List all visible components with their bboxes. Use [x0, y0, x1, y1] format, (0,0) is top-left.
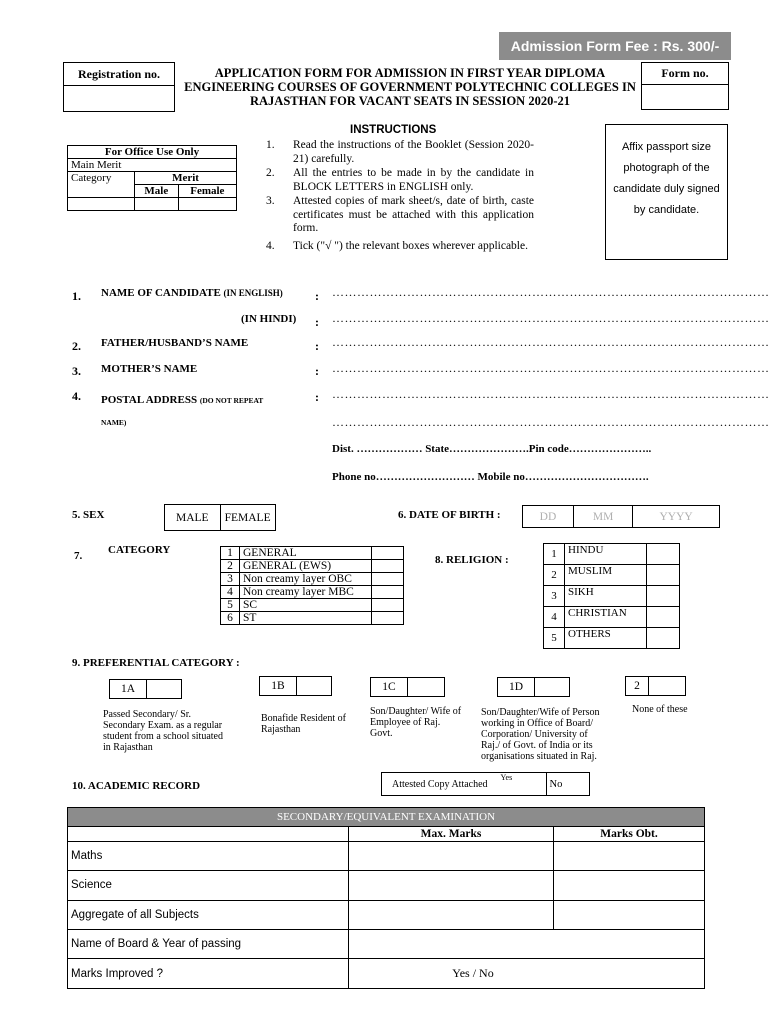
instruction-text: Tick ("√ ") the relevant boxes wherever applicable.: [293, 239, 528, 252]
female-label: Female: [178, 185, 236, 198]
subject-science: Science: [68, 871, 349, 900]
office-cell-category: [68, 198, 135, 211]
pref-2-box[interactable]: [625, 676, 686, 696]
instruction-item: [266, 167, 534, 194]
instructions-heading: INSTRUCTIONS: [350, 124, 437, 136]
pref-1b-code: 1B: [260, 677, 297, 696]
religion-row-label: CHRISTIAN: [565, 607, 647, 628]
field1-label: [101, 287, 283, 299]
marks-obt-header: Marks Obt.: [554, 827, 705, 841]
category-row[interactable]: [221, 547, 404, 560]
category-row-num: 3: [221, 573, 240, 586]
field3-num: 3.: [72, 364, 81, 378]
dob-fields: [522, 505, 720, 528]
form-no-field[interactable]: [642, 85, 728, 111]
religion-row[interactable]: [544, 544, 680, 565]
instruction-text: All the entries to be made in by the candidate in BLOCK LETTERS in ENGLISH only.: [293, 167, 534, 193]
attested-no-option[interactable]: No: [546, 773, 589, 796]
form-no-label: Form no.: [642, 63, 728, 85]
pref-1d-desc: Son/Daughter/Wife of Person working in Office of Board/ Corporation/ University of Raj./ of Govt. of India or its organisations situated in Raj.: [481, 707, 600, 762]
category-table: [220, 546, 404, 625]
registration-label: Registration no.: [64, 63, 174, 86]
board-year-input[interactable]: [349, 930, 705, 959]
category-tick-box[interactable]: [372, 547, 404, 560]
category-row[interactable]: [221, 586, 404, 599]
dist-state-pin-line[interactable]: Dist. ……………… State………………….Pin code…………………..: [332, 443, 652, 455]
dob-mm-input[interactable]: MM: [573, 506, 632, 528]
instruction-text: Attested copies of mark sheet/s, date of birth, caste certificates must be attached with this application form.: [293, 195, 534, 234]
pref-1b-box[interactable]: [259, 676, 332, 696]
category-row-label: Non creamy layer OBC: [240, 573, 372, 586]
name-english-input[interactable]: ……………………………………………………………………………………………: [332, 285, 770, 299]
religion-row[interactable]: [544, 607, 680, 628]
religion-row-label: SIKH: [565, 586, 647, 607]
pref-1b-tick[interactable]: [297, 677, 332, 696]
mother-name-input[interactable]: ……………………………………………………………………………………………: [332, 361, 770, 375]
religion-row-label: HINDU: [565, 544, 647, 565]
pref-1b-desc: Bonafide Resident of Rajasthan: [261, 713, 346, 735]
academic-header-blank: [68, 827, 349, 841]
instruction-item: [266, 139, 534, 166]
pref-1c-desc: Son/Daughter/ Wife of Employee of Raj. Govt.: [370, 706, 462, 739]
attested-copy-label: Attested Copy Attached: [382, 773, 498, 796]
mother-name-label: MOTHER’S NAME: [101, 363, 198, 375]
religion-row-num: 5: [544, 628, 565, 649]
table-row: [68, 871, 705, 900]
academic-table: [67, 807, 705, 989]
category-row-num: 5: [221, 599, 240, 612]
academic-record-label: 10. ACADEMIC RECORD: [72, 780, 201, 792]
pref-1a-tick[interactable]: [147, 680, 182, 699]
colon: :: [315, 339, 319, 353]
subject-maths: Maths: [68, 841, 349, 870]
category-label-main: CATEGORY: [108, 544, 171, 556]
name-hindi-input[interactable]: ……………………………………………………………………………………………: [332, 311, 770, 325]
field1-num: 1.: [72, 289, 81, 303]
sex-female-option[interactable]: FEMALE: [220, 505, 275, 531]
maths-max-input[interactable]: [349, 841, 554, 870]
main-merit-label: Main Merit: [68, 159, 237, 172]
pref-1c-box[interactable]: [370, 677, 445, 697]
aggregate-obt-input[interactable]: [554, 900, 705, 929]
instruction-num: 4.: [266, 239, 275, 252]
instruction-text: Read the instructions of the Booklet (Session 2020-21) carefully.: [293, 139, 534, 165]
registration-box: [63, 62, 175, 112]
category-row-label: SC: [240, 599, 372, 612]
academic-table-header: SECONDARY/EQUIVALENT EXAMINATION: [68, 808, 705, 827]
pref-1d-tick[interactable]: [535, 678, 570, 697]
pref-1a-desc: Passed Secondary/ Sr. Secondary Exam. as a regular student from a school situated in Rajasthan: [103, 709, 223, 753]
father-name-label: FATHER/HUSBAND’S NAME: [101, 337, 249, 349]
dob-dd-input[interactable]: DD: [523, 506, 574, 528]
dob-label: 6. DATE OF BIRTH :: [398, 509, 501, 521]
sex-label: 5. SEX: [72, 509, 105, 521]
religion-tick-box[interactable]: [647, 607, 680, 628]
office-cell-female: [178, 198, 236, 211]
religion-tick-box[interactable]: [647, 565, 680, 586]
religion-row[interactable]: [544, 628, 680, 649]
sex-male-option[interactable]: MALE: [165, 505, 221, 531]
office-use-heading: For Office Use Only: [68, 146, 237, 159]
category-tick-box[interactable]: [372, 612, 404, 625]
attested-copy-box: [381, 772, 590, 796]
office-use-table: [67, 145, 237, 211]
sex-options: [164, 504, 276, 531]
registration-field[interactable]: [64, 86, 174, 113]
board-year-label: Name of Board & Year of passing: [68, 930, 349, 959]
pref-2-code: 2: [626, 677, 649, 696]
religion-tick-box[interactable]: [647, 544, 680, 565]
pref-1d-code: 1D: [498, 678, 535, 697]
form-no-box: [641, 62, 729, 110]
preferential-label: 9. PREFERENTIAL CATEGORY :: [72, 657, 240, 669]
name-note: NAME): [101, 418, 127, 427]
category-row-num: 1: [221, 547, 240, 560]
pref-1a-code: 1A: [110, 680, 147, 699]
instruction-item: [266, 240, 534, 254]
science-max-input[interactable]: [349, 871, 554, 900]
aggregate-max-input[interactable]: [349, 900, 554, 929]
marks-improved-yes-no[interactable]: Yes / No: [349, 959, 705, 989]
table-row: [68, 930, 705, 959]
religion-row[interactable]: [544, 586, 680, 607]
category-row-num: 2: [221, 560, 240, 573]
colon: :: [315, 315, 319, 329]
category-row-num: 4: [221, 586, 240, 599]
pref-2-tick[interactable]: [649, 677, 686, 696]
dob-yyyy-input[interactable]: YYYY: [633, 506, 720, 528]
religion-tick-box[interactable]: [647, 628, 680, 649]
subject-aggregate: Aggregate of all Subjects: [68, 900, 349, 929]
category-row-num: 6: [221, 612, 240, 625]
pref-1a-box[interactable]: [109, 679, 182, 699]
science-obt-input[interactable]: [554, 871, 705, 900]
candidate-name-label: NAME OF CANDIDATE: [101, 287, 221, 299]
category-tick-box[interactable]: [372, 599, 404, 612]
table-row: [68, 959, 705, 989]
category-row-label: Non creamy layer MBC: [240, 586, 372, 599]
colon: :: [315, 364, 319, 378]
instruction-item: [266, 195, 534, 236]
religion-row-num: 4: [544, 607, 565, 628]
religion-row-num: 2: [544, 565, 565, 586]
postal-address-text: POSTAL ADDRESS: [101, 394, 198, 406]
father-name-input[interactable]: ……………………………………………………………………………………………: [332, 335, 770, 349]
religion-row-label: MUSLIM: [565, 565, 647, 586]
instruction-num: 2.: [266, 167, 275, 179]
maths-obt-input[interactable]: [554, 841, 705, 870]
form-title: APPLICATION FORM FOR ADMISSION IN FIRST YEAR DIPLOMA ENGINEERING COURSES OF GOVERNMENT POLYTECHNIC COLLEGES IN RAJASTHAN FOR VACANT SEATS IN SESSION 2020-21: [184, 66, 636, 108]
attested-yes-option[interactable]: Yes: [498, 773, 547, 796]
category-tick-box[interactable]: [372, 573, 404, 586]
office-cell-male: [135, 198, 179, 211]
category-row-label: ST: [240, 612, 372, 625]
postal-address-label: [101, 394, 263, 406]
pref-1d-box[interactable]: [497, 677, 570, 697]
in-hindi-label: (IN HINDI): [241, 313, 297, 325]
category-row-label: GENERAL (EWS): [240, 560, 372, 573]
category-row[interactable]: [221, 599, 404, 612]
instructions-list: [266, 139, 534, 254]
merit-label: Merit: [135, 172, 237, 185]
field4-num: 4.: [72, 389, 81, 403]
religion-row-label: OTHERS: [565, 628, 647, 649]
photo-box[interactable]: Affix passport size photograph of the candidate duly signed by candidate.: [605, 124, 728, 260]
in-english-label: (IN ENGLISH): [223, 288, 283, 298]
category-tick-box[interactable]: [372, 586, 404, 599]
category-label: Category: [68, 172, 135, 198]
max-marks-header: Max. Marks: [349, 827, 554, 841]
category-row[interactable]: [221, 612, 404, 625]
address-line1-input[interactable]: ……………………………………………………………………………………………: [332, 387, 770, 401]
field2-num: 2.: [72, 339, 81, 353]
admission-fee-banner: Admission Form Fee : Rs. 300/-: [499, 32, 731, 60]
instruction-num: 1.: [266, 139, 275, 151]
table-row: [68, 900, 705, 929]
colon: :: [315, 390, 319, 404]
category-num: 7.: [74, 550, 83, 562]
category-row[interactable]: [221, 560, 404, 573]
religion-row-num: 1: [544, 544, 565, 565]
table-row: [68, 841, 705, 870]
pref-1c-code: 1C: [371, 678, 408, 697]
instruction-num: 3.: [266, 195, 275, 207]
male-label: Male: [135, 185, 179, 198]
colon: :: [315, 289, 319, 303]
religion-tick-box[interactable]: [647, 586, 680, 607]
religion-row-num: 3: [544, 586, 565, 607]
category-row-label: GENERAL: [240, 547, 372, 560]
pref-2-desc: None of these: [632, 704, 688, 715]
religion-row[interactable]: [544, 565, 680, 586]
do-not-repeat-label: (DO NOT REPEAT: [199, 396, 264, 405]
category-tick-box[interactable]: [372, 560, 404, 573]
marks-improved-label: Marks Improved ?: [68, 959, 349, 989]
religion-label: 8. RELIGION :: [435, 554, 509, 566]
category-row[interactable]: [221, 573, 404, 586]
phone-mobile-line[interactable]: Phone no……………………… Mobile no…………………………….: [332, 471, 649, 483]
religion-table: [543, 543, 680, 649]
pref-1c-tick[interactable]: [408, 678, 445, 697]
address-line2-input[interactable]: ……………………………………………………………………………………………: [332, 415, 770, 429]
